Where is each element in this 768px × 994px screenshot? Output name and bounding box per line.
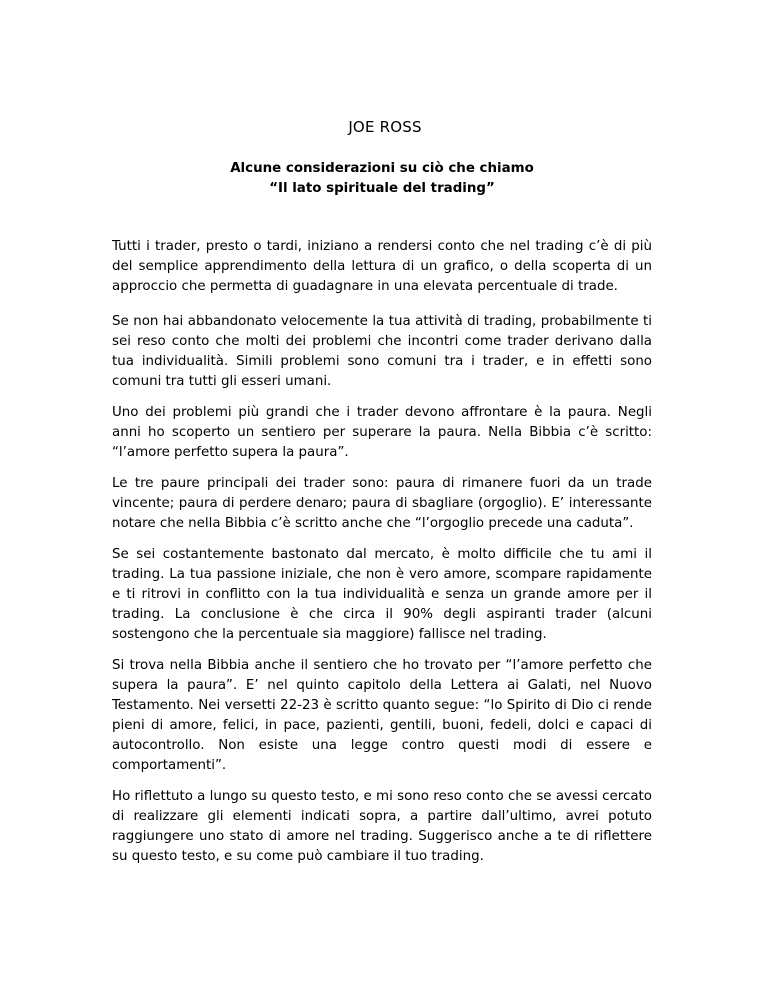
author-heading: JOE ROSS (348, 118, 422, 136)
paragraph: Se sei costantemente bastonato dal mercato, è molto difficile che tu ami il trading. La tua passione iniziale, che non è vero amore, scompare rapidamente e ti ritrovi in conflitto con la tua individualità e senza un grande amore per il trading. La conclusione è che circa il 90% degli aspiranti trader (alcuni sostengono che la percentuale sia maggiore) fallisce nel trading. (112, 547, 652, 642)
subtitle-line-1: Alcune considerazioni su ciò che chiamo (230, 161, 534, 176)
paragraph: Si trova nella Bibbia anche il sentiero che ho trovato per “l’amore perfetto che supera la paura”. E’ nel quinto capitolo della Lettera ai Galati, nel Nuovo Testamento. Nei versetti 22-23 è scritto quanto segue: “lo Spirito di Dio ci rende pieni di amore, felici, in pace, pazienti, gentili, buoni, fedeli, dolci e capaci di autocontrollo. Non esiste una legge contro questi modi di essere e comportamenti”. (112, 658, 652, 773)
subtitle-line-2: “Il lato spirituale del trading” (269, 181, 495, 196)
paragraph: Se non hai abbandonato velocemente la tua attività di trading, probabilmente ti sei reso conto che molti dei problemi che incontri come trader derivano dalla tua individualità. Simili problemi sono comuni tra i trader, e in effetti sono comuni tra tutti gli esseri umani. (112, 314, 652, 389)
paragraph: Tutti i trader, presto o tardi, iniziano a rendersi conto che nel trading c’è di più del semplice apprendimento della lettura di un grafico, o della scoperta di un approccio che permetta di guadagnare in una elevata percentuale di trade. (112, 239, 652, 294)
paragraph: Ho riflettuto a lungo su questo testo, e mi sono reso conto che se avessi cercato di realizzare gli elementi indicati sopra, a partire dall’ultimo, avrei potuto raggiungere uno stato di amore nel trading. Suggerisco anche a te di riflettere su questo testo, e su come può cambiare il tuo trading. (112, 789, 652, 864)
document-page (112, 118, 652, 878)
paragraph: Le tre paure principali dei trader sono: paura di rimanere fuori da un trade vincente; paura di perdere denaro; paura di sbagliare (orgoglio). E’ interessante notare che nella Bibbia c’è scritto anche che “l’orgoglio precede una caduta”. (112, 476, 652, 531)
document-subtitle (112, 159, 652, 199)
paragraph: Uno dei problemi più grandi che i trader devono affrontare è la paura. Negli anni ho scoperto un sentiero per superare la paura. Nella Bibbia c’è scritto: “l’amore perfetto supera la paura”. (112, 405, 652, 460)
